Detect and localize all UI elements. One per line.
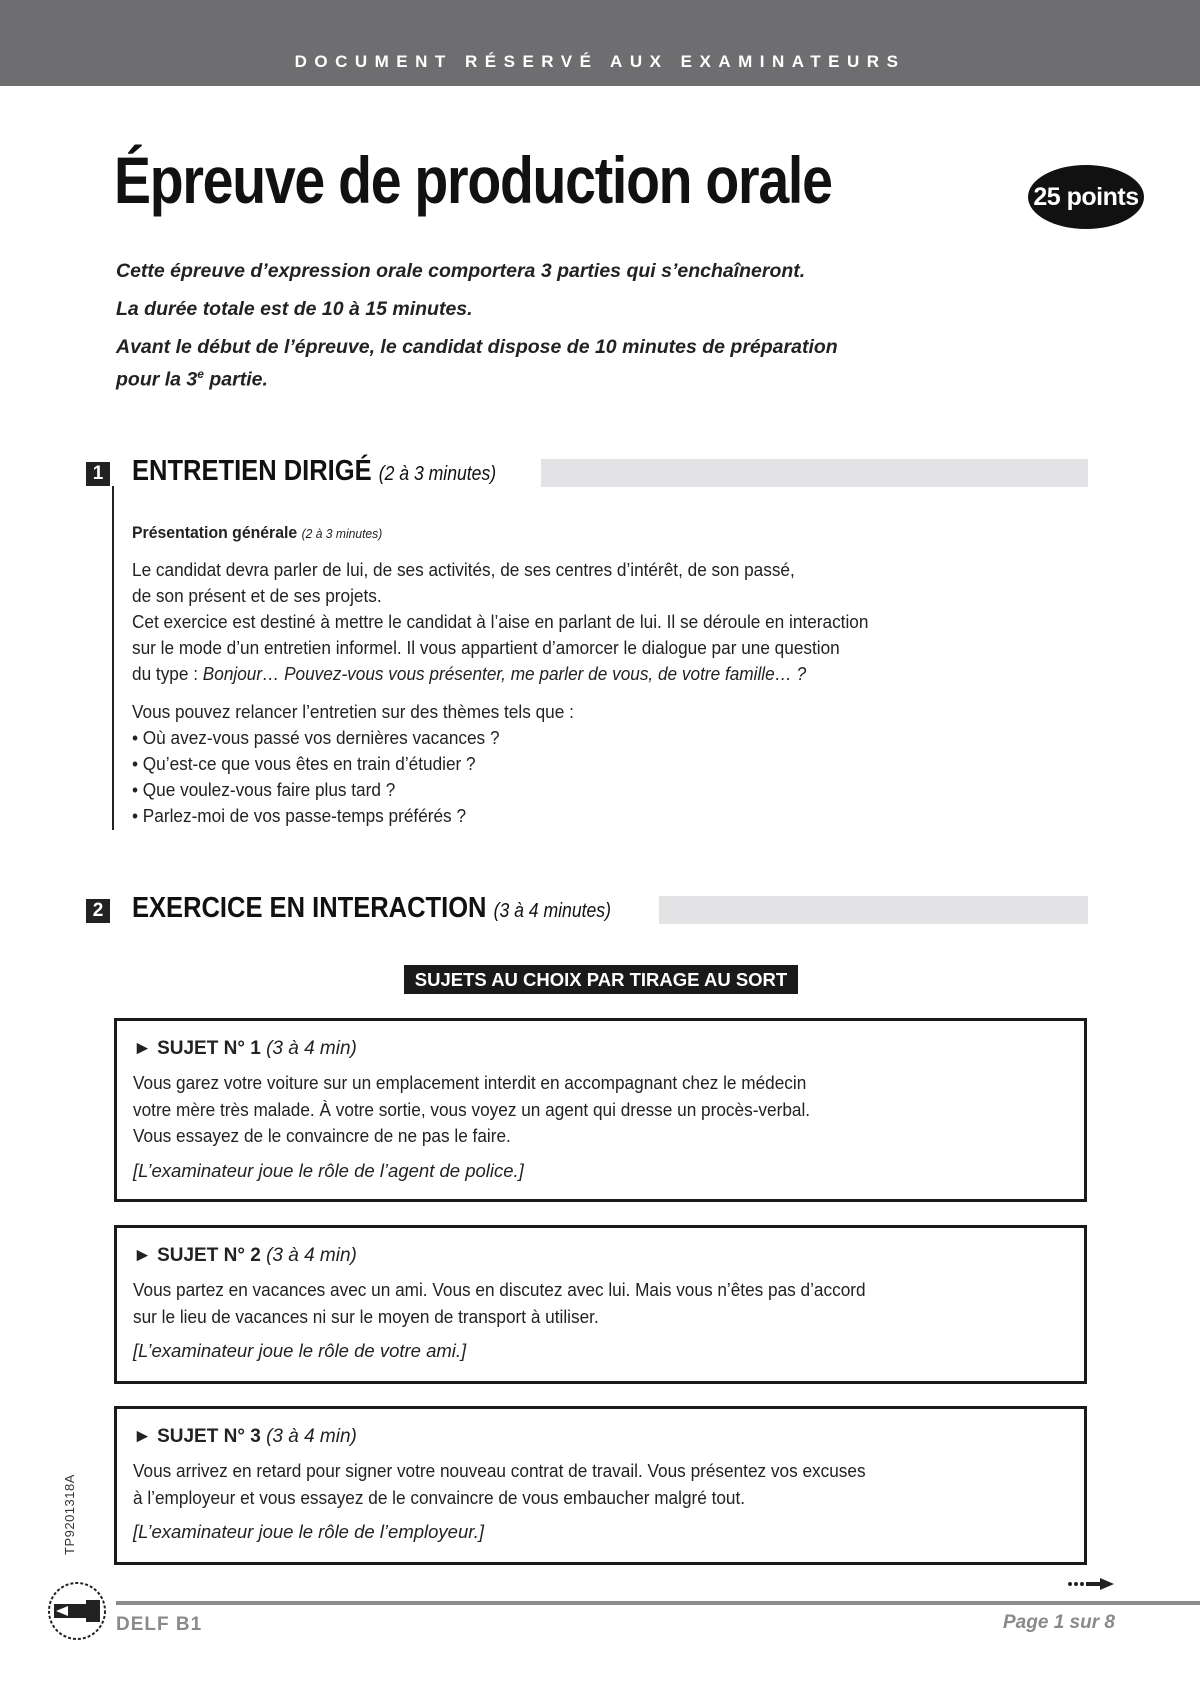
sujet-3-role: [L’examinateur joue le rôle de l’employeur.]	[133, 1521, 485, 1542]
page-number: Page 1 sur 8	[1003, 1612, 1115, 1633]
section-1-rule	[112, 486, 114, 830]
ciep-logo-icon	[46, 1580, 108, 1642]
section-1-bar	[541, 459, 1088, 487]
sujet-1-heading: ► SUJET N° 1 (3 à 4 min)	[133, 1038, 357, 1059]
section-2-title: EXERCICE EN INTERACTION (3 à 4 minutes)	[132, 892, 611, 924]
section-2-bar	[659, 896, 1088, 924]
intro-line-2: La durée totale est de 10 à 15 minutes.	[116, 298, 473, 320]
sujet-1-box	[114, 1018, 1087, 1202]
sujet-2-text: Vous partez en vacances avec un ami. Vous en discutez avec lui. Mais vous n’êtes pas d’accord sur le lieu de vacances ni sur le moyen de transport à utiliser.	[133, 1279, 866, 1327]
sujet-2-heading: ► SUJET N° 2 (3 à 4 min)	[133, 1245, 357, 1266]
sujet-2-role: [L’examinateur joue le rôle de votre ami.]	[133, 1340, 467, 1361]
next-page-arrow-icon	[1066, 1577, 1116, 1591]
footer-rule	[116, 1601, 1200, 1605]
list-item: • Qu’est-ce que vous êtes en train d’étudier ?	[132, 753, 476, 774]
footer-exam-label: DELF B1	[116, 1614, 203, 1635]
sujet-2-box	[114, 1225, 1087, 1384]
sujet-3-heading: ► SUJET N° 3 (3 à 4 min)	[133, 1426, 357, 1447]
list-item: • Où avez-vous passé vos dernières vacances ?	[132, 727, 500, 748]
intro-line-3: Avant le début de l’épreuve, le candidat dispose de 10 minutes de préparation pour la 3e partie.	[116, 336, 838, 391]
list-item: • Parlez-moi de vos passe-temps préférés ?	[132, 805, 467, 826]
list-item: • Que voulez-vous faire plus tard ?	[132, 779, 396, 800]
intro-block	[116, 258, 996, 405]
section-2-number: 2	[86, 899, 110, 923]
section-1-relance: Vous pouvez relancer l’entretien sur des thèmes tels que : • Où avez-vous passé vos dernières vacances ? • Qu’est-ce que vous êtes en train d’étudier ? • Que voulez-vous faire plus tard ? • Parlez-moi de vos passe-temps préférés ?	[132, 699, 969, 829]
sujet-1-text: Vous garez votre voiture sur un emplacement interdit en accompagnant chez le médecin votre mère très malade. À votre sortie, vous voyez un agent qui dresse un procès-verbal. Vous essayez de le convaincre de ne pas le faire.	[133, 1072, 811, 1146]
section-1-body	[132, 520, 969, 829]
side-code: TP9201318A	[62, 1474, 77, 1555]
sujet-1-role: [L’examinateur joue le rôle de l’agent de police.]	[133, 1159, 524, 1181]
intro-line-1: Cette épreuve d’expression orale comportera 3 parties qui s’enchaîneront.	[116, 260, 806, 282]
sujet-3-text: Vous arrivez en retard pour signer votre nouveau contrat de travail. Vous présentez vos excuses à l’employeur et vous essayez de le convaincre de vous embaucher malgré tout.	[133, 1460, 866, 1508]
section-1-subhead: Présentation générale (2 à 3 minutes)	[132, 523, 383, 542]
section-1-title: ENTRETIEN DIRIGÉ (2 à 3 minutes)	[132, 455, 497, 487]
page-title: Épreuve de production orale	[114, 143, 832, 217]
sujet-3-box	[114, 1406, 1087, 1565]
tirage-label: SUJETS AU CHOIX PAR TIRAGE AU SORT	[404, 965, 798, 994]
section-1-paragraph: Le candidat devra parler de lui, de ses activités, de ses centres d’intérêt, de son passé, de son présent et de ses projets. Cet exercice est destiné à mettre le candidat à l’aise en parlant de lui. Il se déroule en interaction sur le mode d’un entretien informel. Il vous appartient d’amorcer le dialogue par une question du type : Bonjour… Pouvez-vous vous présenter, me parler de vous, de votre famille… ?	[132, 559, 869, 684]
banner-text: DOCUMENT RÉSERVÉ AUX EXAMINATEURS	[294, 52, 906, 71]
section-1-number: 1	[86, 462, 110, 486]
points-badge: 25 points	[1028, 165, 1144, 229]
top-banner	[0, 0, 1200, 86]
